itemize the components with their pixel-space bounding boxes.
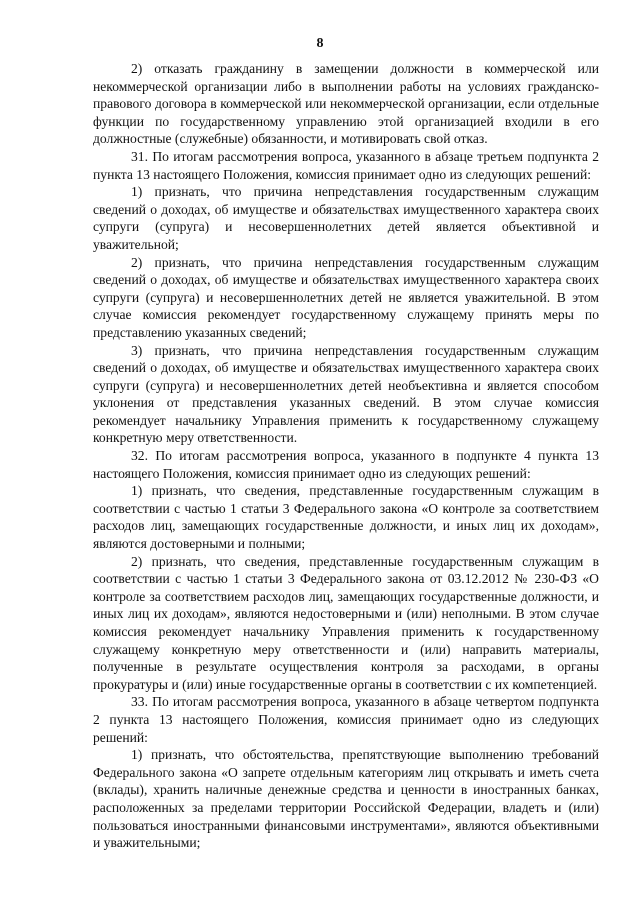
paragraph: 2) признать, что причина непредставления государственным служащим сведений о доходах, об имуществе и обязательствах имущественного характера своих супруги (супруга) и несовершеннолетних детей не является уважительной. В этом случае комиссия рекомендует государственному служащему принять меры по представлению указанных сведений; [93,254,599,340]
document-body [93,60,599,852]
paragraph: 1) признать, что обстоятельства, препятствующие выполнению требований Федерального закона «О запрете отдельным категориям лиц открывать и иметь счета (вклады), хранить наличные денежные средства и ценности в иностранных банках, расположенных за пределами территории Российской Федерации, владеть и (или) пользоваться иностранными финансовыми инструментами», являются объективными и уважительными; [93,747,599,851]
paragraph: 33. По итогам рассмотрения вопроса, указанного в абзаце четвертом подпункта 2 пункта 13 настоящего Положения, комиссия принимает одно из следующих решений: [93,694,599,745]
paragraph: 1) признать, что сведения, представленные государственным служащим в соответствии с частью 1 статьи 3 Федерального закона «О контроле за соответствием расходов лиц, замещающих государственные должности, и иных лиц их доходам», являются достоверными и полными; [93,483,599,552]
paragraph: 32. По итогам рассмотрения вопроса, указанного в подпункте 4 пункта 13 настоящего Положения, комиссия принимает одно из следующих решений: [93,448,599,481]
paragraph: 3) признать, что причина непредставления государственным служащим сведений о доходах, об имуществе и обязательствах имущественного характера своих супруги (супруга) и несовершеннолетних детей необъективна и является способом уклонения от представления указанных сведений. В этом случае комиссия рекомендует начальнику Управления применить к государственному служащему конкретную меру ответственности. [93,342,599,446]
paragraph: 2) признать, что сведения, представленные государственным служащим в соответствии с частью 1 статьи 3 Федерального закона от 03.12.2012 № 230-ФЗ «О контроле за соответствием расходов лиц, замещающих государственные должности, и иных лиц их доходам», являются недостоверными и (или) неполными. В этом случае комиссия рекомендует начальнику Управления применить к государственному служащему конкретную меру ответственности и (или) направить материалы, полученные в результате осуществления контроля за расходами, в органы прокуратуры и (или) иные государственные органы в соответствии с их компетенцией. [93,553,599,692]
page-number: 8 [316,36,324,51]
paragraph: 1) признать, что причина непредставления государственным служащим сведений о доходах, об имуществе и обязательствах имущественного характера своих супруги (супруга) и несовершеннолетних детей является объективной и уважительной; [93,184,599,252]
paragraph: 31. По итогам рассмотрения вопроса, указанного в абзаце третьем подпункта 2 пункта 13 настоящего Положения, комиссия принимает одно из следующих решений: [93,148,599,182]
paragraph: 2) отказать гражданину в замещении должности в коммерческой или некоммерческой организации либо в выполнении работы на условиях гражданско-правового договора в коммерческой или некоммерческой организации, если отдельные функции по государственному управлению этой организацией входили в его должностные (служебные) обязанности, и мотивировать свой отказ. [93,61,599,147]
